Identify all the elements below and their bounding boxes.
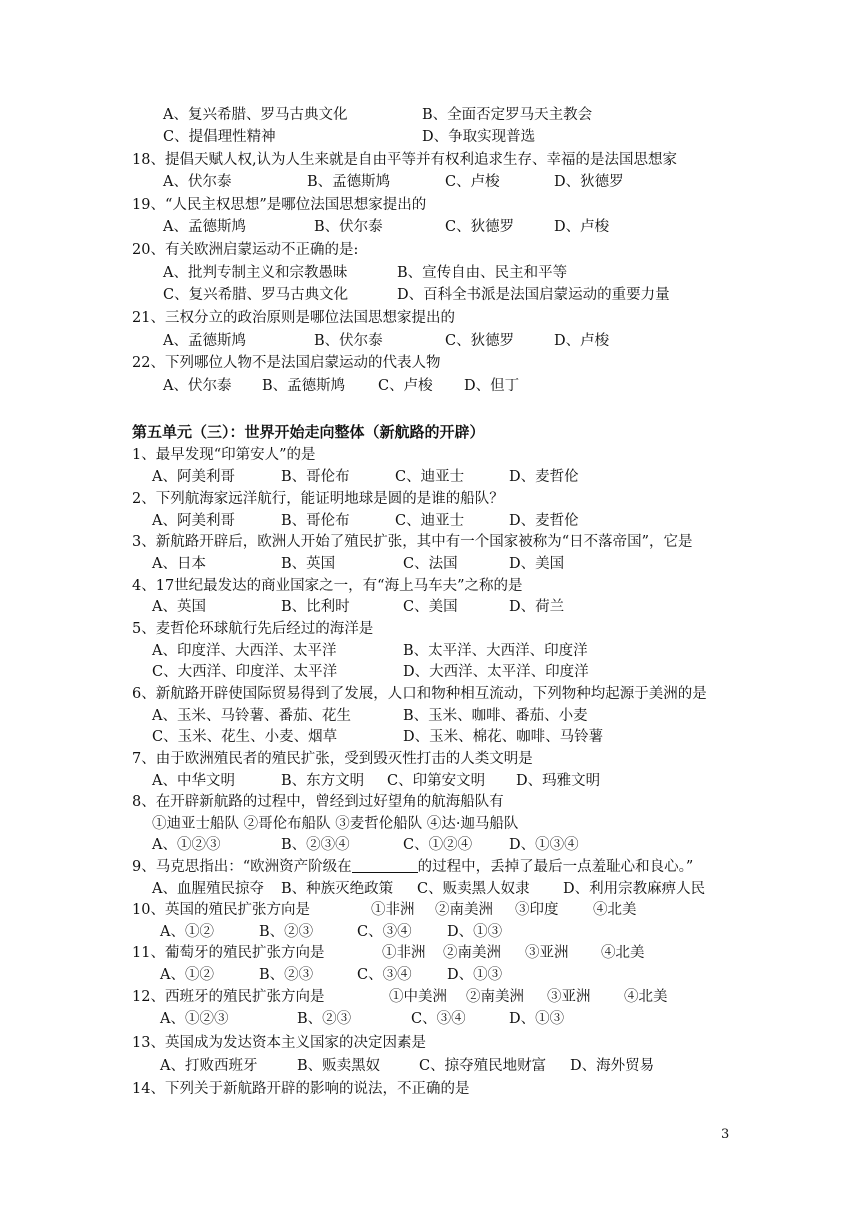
option: A、阿美利哥 — [152, 513, 235, 529]
option: A、血腥殖民掠夺 — [152, 881, 264, 897]
option: C、玉米、花生、小麦、烟草 — [152, 729, 338, 745]
option: B、哥伦布 — [281, 513, 350, 529]
question-text: 22、下列哪位人物不是法国启蒙运动的代表人物 — [132, 355, 441, 371]
option: D、①③ — [447, 967, 503, 983]
section-title: 第五单元（三）：世界开始走向整体（新航路的开辟） — [132, 423, 485, 441]
question-text: 2、下列航海家远洋航行，能证明地球是圆的是谁的船队？ — [132, 491, 504, 507]
question-text: 11、葡萄牙的殖民扩张方向是 — [132, 945, 325, 961]
option: C、③④ — [357, 924, 412, 940]
region-choice: ②南美洲 — [466, 989, 524, 1005]
question-text: 3、新航路开辟后，欧洲人开始了殖民扩张，其中有一个国家被称为“日不落帝国”，它是 — [132, 534, 693, 550]
option: B、英国 — [281, 556, 336, 572]
option: A、日本 — [152, 556, 206, 572]
option: B、东方文明 — [281, 773, 365, 789]
choice-list: ①迪亚士船队 ②哥伦布船队 ③麦哲伦船队 ④达·迦马船队 — [152, 816, 519, 832]
option: C、迪亚士 — [395, 469, 465, 485]
region-choice: ①非洲 — [382, 945, 426, 961]
option: C、狄德罗 — [445, 219, 515, 235]
question-text: 5、麦哲伦环球航行先后经过的海洋是 — [132, 621, 374, 637]
region-choice: ④北美 — [601, 945, 645, 961]
option: B、贩卖黑奴 — [297, 1058, 381, 1074]
question-text: 20、有关欧洲启蒙运动不正确的是: — [132, 242, 359, 258]
option: C、复兴希腊、罗马古典文化 — [163, 287, 349, 303]
option: D、海外贸易 — [570, 1058, 655, 1074]
option: A、阿美利哥 — [152, 469, 235, 485]
option: A、英国 — [152, 599, 206, 615]
option: D、①③④ — [509, 837, 579, 853]
option: B、②③ — [297, 1011, 352, 1027]
question-text: 19、“人民主权思想”是哪位法国思想家提出的 — [132, 197, 427, 213]
page-number: 3 — [721, 1127, 730, 1142]
question-text: 14、下列关于新航路开辟的影响的说法，不正确的是 — [132, 1081, 470, 1097]
option: B、孟德斯鸠 — [307, 174, 391, 190]
option: B、②③ — [259, 924, 314, 940]
option: C、大西洋、印度洋、太平洋 — [152, 664, 338, 680]
option: B、比利时 — [281, 599, 350, 615]
option: A、①②③ — [160, 1011, 229, 1027]
region-choice: ③亚洲 — [525, 945, 569, 961]
option: A、复兴希腊、罗马古典文化 — [163, 107, 348, 123]
option: B、②③④ — [281, 837, 350, 853]
option: A、打败西班牙 — [160, 1058, 258, 1074]
question-text: 12、西班牙的殖民扩张方向是 — [132, 989, 325, 1005]
option: C、③④ — [357, 967, 412, 983]
question-text: 6、新航路开辟使国际贸易得到了发展，人口和物种相互流动，下列物种均起源于美洲的是 — [132, 686, 707, 702]
question-text: 4、17世纪最发达的商业国家之一，有“海上马车夫”之称的是 — [132, 578, 523, 594]
option: C、掠夺殖民地财富 — [419, 1058, 547, 1074]
option: C、③④ — [411, 1011, 466, 1027]
option: D、麦哲伦 — [509, 513, 579, 529]
option: D、利用宗教麻痹人民 — [563, 881, 706, 897]
option: C、贩卖黑人奴隶 — [417, 881, 530, 897]
option: D、卢梭 — [554, 333, 610, 349]
option: D、卢梭 — [554, 219, 610, 235]
question-text: 8、在开辟新航路的过程中，曾经到过好望角的航海船队有 — [132, 794, 504, 810]
question-text — [132, 856, 693, 878]
option: C、狄德罗 — [445, 333, 515, 349]
region-choice: ③亚洲 — [547, 989, 591, 1005]
option: D、①③ — [447, 924, 503, 940]
option: C、印第安文明 — [387, 773, 486, 789]
option: D、①③ — [509, 1011, 565, 1027]
option: D、荷兰 — [509, 599, 565, 615]
option: B、伏尔泰 — [314, 333, 383, 349]
question-text-start: 9、马克思指出：“欧洲资产阶级在 — [132, 859, 352, 875]
option: A、中华文明 — [152, 773, 235, 789]
option: A、①② — [160, 967, 214, 983]
question-text-end: 的过程中，丢掉了最后一点羞耻心和良心。” — [417, 859, 694, 875]
option: A、①② — [160, 924, 214, 940]
question-text: 10、英国的殖民扩张方向是 — [132, 902, 310, 918]
option: C、法国 — [403, 556, 458, 572]
option: A、伏尔泰 — [163, 174, 232, 190]
option: A、玉米、马铃薯、番茄、花生 — [152, 708, 351, 724]
option: B、全面否定罗马天主教会 — [422, 107, 593, 123]
answer-blank — [352, 857, 418, 873]
option: D、狄德罗 — [554, 174, 624, 190]
question-text: 18、提倡天赋人权,认为人生来就是自由平等并有权利追求生存、幸福的是法国思想家 — [132, 152, 678, 168]
region-choice: ④北美 — [624, 989, 668, 1005]
option: A、孟德斯鸠 — [163, 333, 246, 349]
option: D、美国 — [509, 556, 565, 572]
option: B、伏尔泰 — [314, 219, 383, 235]
option: C、卢梭 — [445, 174, 500, 190]
region-choice: ③印度 — [515, 902, 559, 918]
option: B、玉米、咖啡、番茄、小麦 — [403, 708, 588, 724]
option: A、批判专制主义和宗教愚昧 — [163, 265, 348, 281]
option: C、提倡理性精神 — [163, 129, 276, 145]
option: C、迪亚士 — [395, 513, 465, 529]
option: C、①②④ — [403, 837, 473, 853]
option: B、哥伦布 — [281, 469, 350, 485]
option: D、麦哲伦 — [509, 469, 579, 485]
option: B、太平洋、大西洋、印度洋 — [403, 643, 588, 659]
option: D、大西洋、太平洋、印度洋 — [403, 664, 589, 680]
region-choice: ①非洲 — [371, 902, 415, 918]
option: D、争取实现普选 — [422, 129, 536, 145]
option: A、伏尔泰 — [163, 378, 232, 394]
question-text: 13、英国成为发达资本主义国家的决定因素是 — [132, 1035, 426, 1051]
option: C、卢梭 — [378, 378, 433, 394]
option: C、美国 — [403, 599, 458, 615]
region-choice: ②南美洲 — [443, 945, 501, 961]
option: B、孟德斯鸠 — [262, 378, 346, 394]
option: D、玛雅文明 — [516, 773, 601, 789]
region-choice: ①中美洲 — [389, 989, 447, 1005]
option: A、①②③ — [152, 837, 221, 853]
option: A、印度洋、大西洋、太平洋 — [152, 643, 337, 659]
option: B、种族灭绝政策 — [281, 881, 394, 897]
question-text: 1、最早发现“印第安人”的是 — [132, 447, 316, 463]
option: D、玉米、棉花、咖啡、马铃薯 — [403, 729, 604, 745]
option: A、孟德斯鸠 — [163, 219, 246, 235]
option: D、但丁 — [464, 378, 520, 394]
option: D、百科全书派是法国启蒙运动的重要力量 — [397, 287, 670, 303]
question-text: 7、由于欧洲殖民者的殖民扩张，受到毁灭性打击的人类文明是 — [132, 751, 533, 767]
region-choice: ②南美洲 — [435, 902, 493, 918]
region-choice: ④北美 — [593, 902, 637, 918]
question-text: 21、三权分立的政治原则是哪位法国思想家提出的 — [132, 310, 455, 326]
option: B、宣传自由、民主和平等 — [397, 265, 568, 281]
option: B、②③ — [259, 967, 314, 983]
